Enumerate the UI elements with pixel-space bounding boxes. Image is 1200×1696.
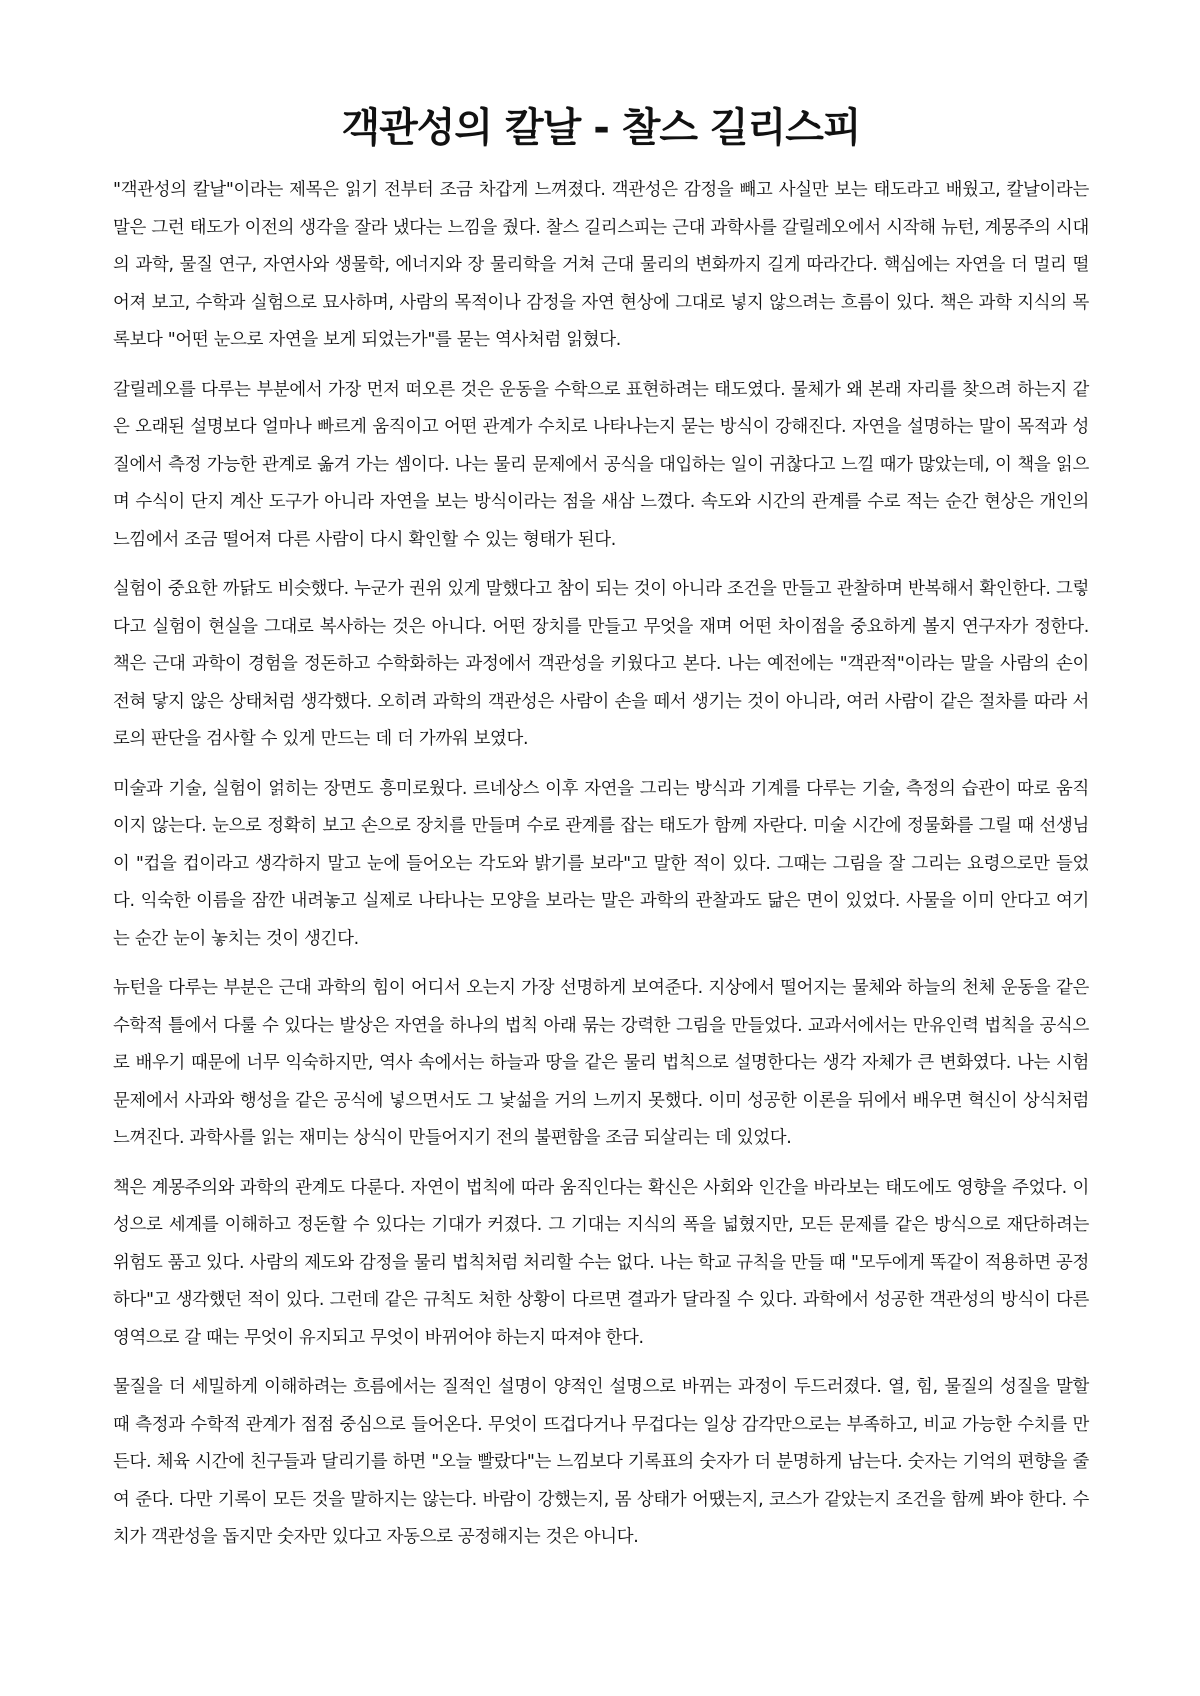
paragraph-3: 실험이 중요한 까닭도 비슷했다. 누군가 권위 있게 말했다고 참이 되는 것이 아니라 조건을 만들고 관찰하며 반복해서 확인한다. 그렇다고 실험이 현실을 그대로 복사하는 것은 아니다. 어떤 장치를 만들고 무엇을 재며 어떤 차이점을 중요하게 볼지 연구자가 정한다. 책은 근대 과학이 경험을 정돈하고 수학화하는 과정에서 객관성을 키웠다고 본다. 나는 예전에는 "객관적"이라는 말을 사람의 손이 전혀 닿지 않은 상태처럼 생각했다. 오히려 과학의 객관성은 사람이 손을 떼서 생기는 것이 아니라, 여러 사람이 같은 절차를 따라 서로의 판단을 검사할 수 있게 만드는 데 더 가까워 보였다. xyxy=(113,579,1089,749)
document-title: 객관성의 칼날 - 찰스 길리스피 xyxy=(341,105,861,151)
paragraph-4: 미술과 기술, 실험이 얽히는 장면도 흥미로웠다. 르네상스 이후 자연을 그리는 방식과 기계를 다루는 기술, 측정의 습관이 따로 움직이지 않는다. 눈으로 정확히 보고 손으로 장치를 만들며 수로 관계를 잡는 태도가 함께 자란다. 미술 시간에 정물화를 그릴 때 선생님이 "컵을 컵이라고 생각하지 말고 눈에 들어오는 각도와 밝기를 보라"고 말한 적이 있다. 그때는 그림을 잘 그리는 요령으로만 들었다. 익숙한 이름을 잠깐 내려놓고 실제로 나타나는 모양을 보라는 말은 과학의 관찰과도 닮은 면이 있었다. 사물을 이미 안다고 여기는 순간 눈이 놓치는 것이 생긴다. xyxy=(113,778,1090,949)
paragraph-2: 갈릴레오를 다루는 부분에서 가장 먼저 떠오른 것은 운동을 수학으로 표현하려는 태도였다. 물체가 왜 본래 자리를 찾으려 하는지 같은 오래된 설명보다 얼마나 빠르게 움직이고 어떤 관계가 수치로 나타나는지 묻는 방식이 강해진다. 자연을 설명하는 말이 목적과 성질에서 측정 가능한 관계로 옮겨 가는 셈이다. 나는 물리 문제에서 공식을 대입하는 일이 귀찮다고 느낄 때가 많았는데, 이 책을 읽으며 수식이 단지 계산 도구가 아니라 자연을 보는 방식이라는 점을 새삼 느꼈다. 속도와 시간의 관계를 수로 적는 순간 현상은 개인의 느낌에서 조금 떨어져 다른 사람이 다시 확인할 수 있는 형태가 된다. xyxy=(113,379,1089,550)
paragraph-7: 물질을 더 세밀하게 이해하려는 흐름에서는 질적인 설명이 양적인 설명으로 바뀌는 과정이 두드러졌다. 열, 힘, 물질의 성질을 말할 때 측정과 수학적 관계가 점점 중심으로 들어온다. 무엇이 뜨겁다거나 무겁다는 일상 감각만으로는 부족하고, 비교 가능한 수치를 만든다. 체육 시간에 친구들과 달리기를 하면 "오늘 빨랐다"는 느낌보다 기록표의 숫자가 더 분명하게 남는다. 숫자는 기억의 편향을 줄여 준다. 다만 기록이 모든 것을 말하지는 않는다. 바람이 강했는지, 몸 상태가 어땠는지, 코스가 같았는지 조건을 함께 봐야 한다. 수치가 객관성을 돕지만 숫자만 있다고 자동으로 공정해지는 것은 아니다. xyxy=(113,1377,1089,1547)
paragraph-5: 뉴턴을 다루는 부분은 근대 과학의 힘이 어디서 오는지 가장 선명하게 보여준다. 지상에서 떨어지는 물체와 하늘의 천체 운동을 같은 수학적 틀에서 다룰 수 있다는 발상은 자연을 하나의 법칙 아래 묶는 강력한 그림을 만들었다. 교과서에서는 만유인력 법칙을 공식으로 배우기 때문에 너무 익숙하지만, 역사 속에서는 하늘과 땅을 같은 물리 법칙으로 설명한다는 생각 자체가 큰 변화였다. 나는 시험 문제에서 사과와 행성을 같은 공식에 넣으면서도 그 낯섦을 거의 느끼지 못했다. 이미 성공한 이론을 뒤에서 배우면 혁신이 상식처럼 느껴진다. 과학사를 읽는 재미는 상식이 만들어지기 전의 불편함을 조금 되살리는 데 있었다. xyxy=(113,978,1089,1148)
paragraph-1: "객관성의 칼날"이라는 제목은 읽기 전부터 조금 차갑게 느껴졌다. 객관성은 감정을 빼고 사실만 보는 태도라고 배웠고, 칼날이라는 말은 그런 태도가 이전의 생각을 잘라 냈다는 느낌을 줬다. 찰스 길리스피는 근대 과학사를 갈릴레오에서 시작해 뉴턴, 계몽주의 시대의 과학, 물질 연구, 자연사와 생물학, 에너지와 장 물리학을 거쳐 근대 물리의 변화까지 길게 따라간다. 핵심에는 자연을 더 멀리 떨어져 보고, 수학과 실험으로 묘사하며, 사람의 목적이나 감정을 자연 현상에 그대로 넣지 않으려는 흐름이 있다. 책은 과학 지식의 목록보다 "어떤 눈으로 자연을 보게 되었는가"를 묻는 역사처럼 읽혔다. xyxy=(113,180,1089,350)
paragraph-6: 책은 계몽주의와 과학의 관계도 다룬다. 자연이 법칙에 따라 움직인다는 확신은 사회와 인간을 바라보는 태도에도 영향을 주었다. 이성으로 세계를 이해하고 정돈할 수 있다는 기대가 커졌다. 그 기대는 지식의 폭을 넓혔지만, 모든 문제를 같은 방식으로 재단하려는 위험도 품고 있다. 사람의 제도와 감정을 물리 법칙처럼 처리할 수는 없다. 나는 학교 규칙을 만들 때 "모두에게 똑같이 적용하면 공정하다"고 생각했던 적이 있다. 그런데 같은 규칙도 처한 상황이 다르면 결과가 달라질 수 있다. 과학에서 성공한 객관성의 방식이 다른 영역으로 갈 때는 무엇이 유지되고 무엇이 바뀌어야 하는지 따져야 한다. xyxy=(113,1177,1089,1348)
